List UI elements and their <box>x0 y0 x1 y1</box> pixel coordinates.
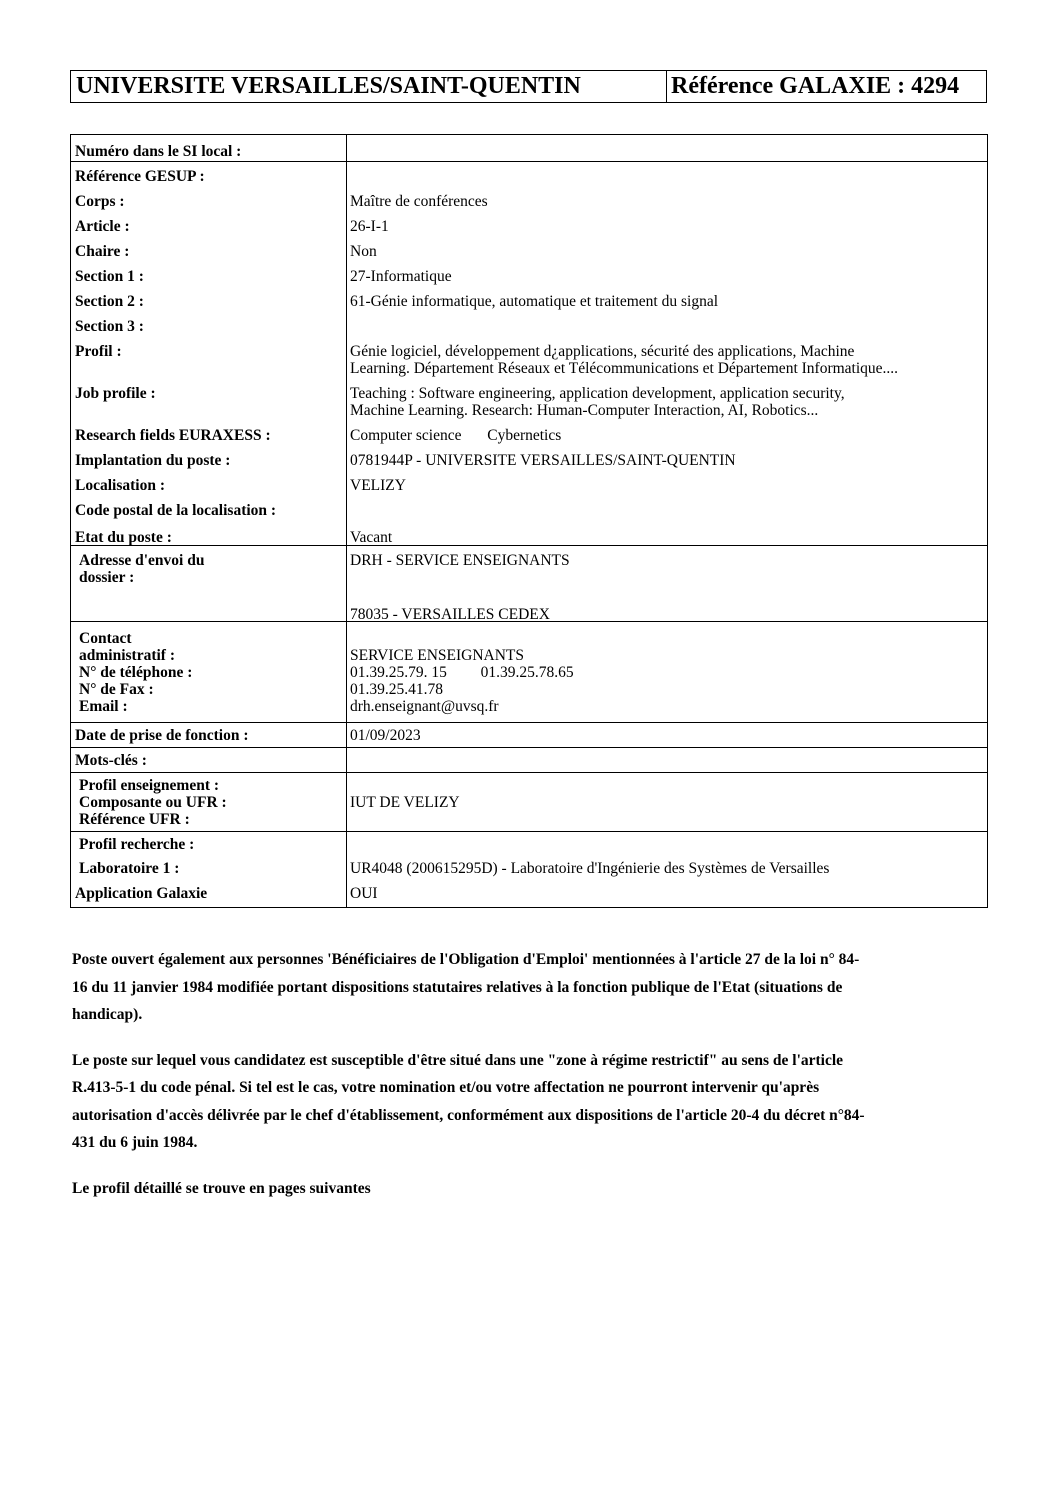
value-section-3 <box>347 311 987 336</box>
value-laboratoire-1: UR4048 (200615295D) - Laboratoire d'Ingénierie des Systèmes de Versailles <box>350 860 830 877</box>
adresse-line-3: 78035 - VERSAILLES CEDEX <box>350 606 550 621</box>
university-name: UNIVERSITE VERSAILLES/SAINT-QUENTIN <box>71 71 667 102</box>
row-contact <box>71 621 987 722</box>
job-details-table <box>70 134 988 908</box>
paragraph-1-line-3: handicap). <box>72 1006 143 1023</box>
label-adresse-envoi <box>71 546 347 621</box>
value-adresse-envoi <box>347 546 987 621</box>
row-research-fields <box>71 420 987 445</box>
document-header <box>70 70 987 103</box>
value-mots-cles <box>347 748 987 772</box>
paragraph-obligation-emploi <box>72 946 988 1029</box>
label-section-2: Section 2 : <box>71 286 347 311</box>
value-application-galaxie: OUI <box>350 885 378 902</box>
label-numero-si-local: Numéro dans le SI local : <box>71 135 347 161</box>
row-date-prise-fonction <box>71 722 987 747</box>
label-article: Article : <box>71 211 347 236</box>
value-date-prise-fonction: 01/09/2023 <box>350 727 421 744</box>
label-profil: Profil : <box>71 336 347 378</box>
row-implantation <box>71 445 987 470</box>
row-corps <box>71 186 987 211</box>
value-corps: Maître de conférences <box>350 193 488 210</box>
row-application-galaxie <box>71 881 987 907</box>
label-laboratoire-1: Laboratoire 1 : <box>71 856 347 881</box>
row-adresse-envoi <box>71 545 987 621</box>
galaxie-reference: Référence GALAXIE : 4294 <box>671 73 960 99</box>
row-profil <box>71 336 987 378</box>
label-reference-ufr: Référence UFR : <box>79 811 190 828</box>
row-numero-si-local <box>71 135 987 161</box>
value-research-fields <box>347 420 987 445</box>
contact-telephone-1: 01.39.25.79. 15 <box>350 664 447 681</box>
contact-telephone-2: 01.39.25.78.65 <box>480 664 574 681</box>
row-profil-enseignement <box>71 772 987 831</box>
value-profil <box>347 336 987 378</box>
label-adresse-line-1: Adresse d'envoi du <box>79 552 205 569</box>
value-numero-si-local <box>347 135 987 161</box>
label-implantation: Implantation du poste : <box>71 445 347 470</box>
row-code-postal <box>71 495 987 520</box>
value-code-postal <box>347 495 987 520</box>
label-section-3: Section 3 : <box>71 311 347 336</box>
paragraph-2-line-1: Le poste sur lequel vous candidatez est susceptible d'être situé dans une "zone à régime restrictif" au sens de l'article <box>72 1051 844 1069</box>
row-section-1 <box>71 261 987 286</box>
research-field-2: Cybernetics <box>487 427 562 444</box>
contact-email-link[interactable]: drh.enseignant@uvsq.fr <box>350 698 499 715</box>
label-composante: Composante ou UFR : <box>79 794 227 811</box>
value-localisation: VELIZY <box>350 477 406 494</box>
label-mots-cles: Mots-clés : <box>71 748 347 772</box>
research-field-1: Computer science <box>350 427 462 444</box>
row-section-3 <box>71 311 987 336</box>
label-localisation: Localisation : <box>71 470 347 495</box>
contact-telephones <box>350 664 987 681</box>
paragraph-profil-detaille: Le profil détaillé se trouve en pages suivantes <box>72 1179 371 1197</box>
row-job-profile <box>71 378 987 420</box>
value-chaire: Non <box>350 243 377 260</box>
row-laboratoire-1 <box>71 856 987 881</box>
label-contact <box>71 622 347 722</box>
contact-service: SERVICE ENSEIGNANTS <box>350 647 524 664</box>
label-contact-admin: administratif : <box>79 647 176 664</box>
row-profil-recherche <box>71 831 987 856</box>
row-etat-poste <box>71 520 987 545</box>
label-contact-telephone: N° de téléphone : <box>79 664 193 681</box>
value-contact <box>347 622 987 722</box>
value-etat-poste: Vacant <box>350 529 393 545</box>
label-date-prise-fonction: Date de prise de fonction : <box>71 723 347 747</box>
label-profil-recherche: Profil recherche : <box>71 832 347 856</box>
row-article <box>71 211 987 236</box>
label-etat-poste: Etat du poste : <box>71 520 347 545</box>
paragraph-2-line-2: R.413-5-1 du code pénal. Si tel est le cas, votre nomination et/ou votre affectation ne pourront intervenir qu'après <box>72 1079 820 1096</box>
label-adresse-line-2: dossier : <box>79 569 135 586</box>
paragraph-1-line-1: Poste ouvert également aux personnes 'Bénéficiaires de l'Obligation d'Emploi' mentionnées à l'article 27 de la loi n° 84- <box>72 951 860 968</box>
job-profile-line-1: Teaching : Software engineering, application development, application security, <box>350 385 845 402</box>
value-composante: IUT DE VELIZY <box>350 794 460 811</box>
value-section-1: 27-Informatique <box>350 268 452 285</box>
profil-line-2: Learning. Département Réseaux et Télécommunications et Département Informatique.... <box>350 360 899 377</box>
paragraph-2-line-4: 431 du 6 juin 1984. <box>72 1134 198 1151</box>
row-localisation <box>71 470 987 495</box>
profil-line-1: Génie logiciel, développement d¿applications, sécurité des applications, Machine <box>350 343 855 360</box>
value-section-2: 61-Génie informatique, automatique et traitement du signal <box>350 293 719 310</box>
paragraph-zone-regime-restrictif <box>72 1047 988 1157</box>
value-article: 26-I-1 <box>350 218 389 235</box>
label-job-profile: Job profile : <box>71 378 347 420</box>
paragraph-1-line-2: 16 du 11 janvier 1984 modifiée portant dispositions statutaires relatives à la fonction publique de l'Etat (situations de <box>72 978 843 996</box>
value-reference-gesup <box>347 162 987 186</box>
label-application-galaxie: Application Galaxie <box>71 881 347 907</box>
job-profile-line-2: Machine Learning. Research: Human-Computer Interaction, AI, Robotics... <box>350 402 819 419</box>
adresse-line-1: DRH - SERVICE ENSEIGNANTS <box>350 552 570 569</box>
adresse-line-2 <box>350 569 987 606</box>
label-corps: Corps : <box>71 186 347 211</box>
value-implantation: 0781944P - UNIVERSITE VERSAILLES/SAINT-QUENTIN <box>350 452 736 469</box>
row-section-2 <box>71 286 987 311</box>
label-code-postal: Code postal de la localisation : <box>71 495 347 520</box>
label-chaire: Chaire : <box>71 236 347 261</box>
label-reference-gesup: Référence GESUP : <box>71 162 347 186</box>
value-job-profile <box>347 378 987 420</box>
paragraph-2-line-3: autorisation d'accès délivrée par le chef d'établissement, conformément aux dispositions de l'article 20-4 du décret n°84- <box>72 1106 865 1124</box>
row-chaire <box>71 236 987 261</box>
label-profil-enseignement-title: Profil enseignement : <box>79 777 220 794</box>
value-profil-recherche <box>347 832 987 856</box>
row-reference-gesup <box>71 161 987 186</box>
label-section-1: Section 1 : <box>71 261 347 286</box>
label-contact-email: Email : <box>79 698 128 715</box>
row-mots-cles <box>71 747 987 772</box>
label-profil-enseignement <box>71 773 347 831</box>
label-contact-fax: N° de Fax : <box>79 681 154 698</box>
label-contact-title: Contact <box>79 630 132 647</box>
label-research-fields: Research fields EURAXESS : <box>71 420 347 445</box>
contact-fax: 01.39.25.41.78 <box>350 681 443 698</box>
notice-paragraphs <box>72 946 988 1220</box>
